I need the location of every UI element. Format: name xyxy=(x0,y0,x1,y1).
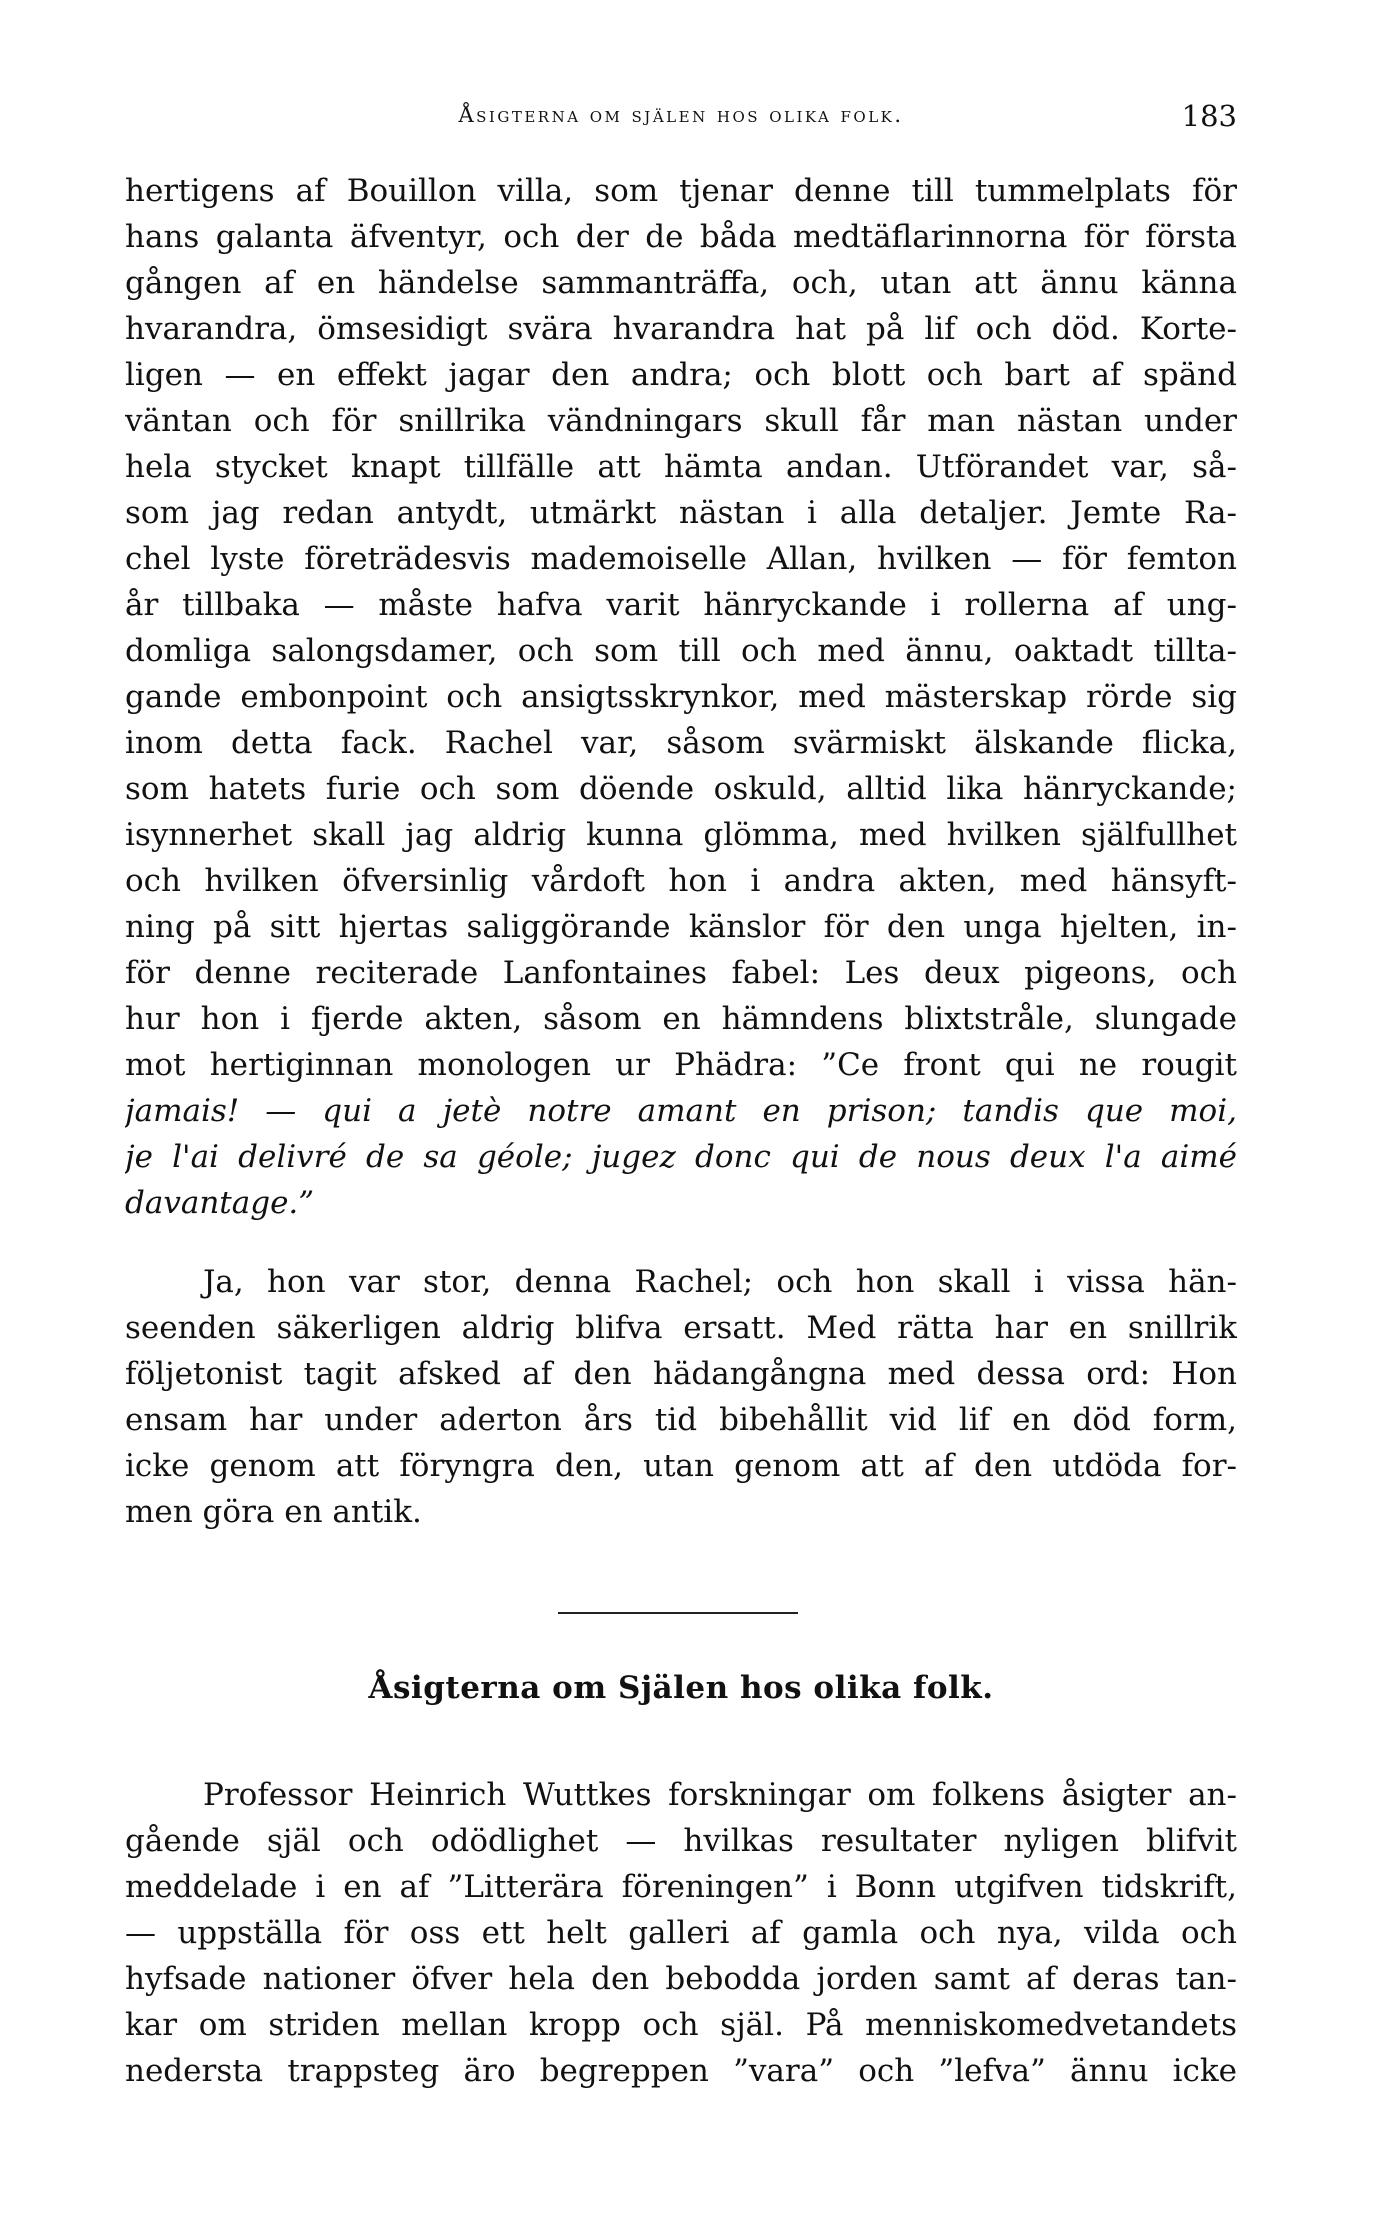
text-line-italic: je l'ai delivré de sa géole; jugez donc qui de nous deux l'a aimé xyxy=(125,1139,1237,1175)
text-line: — uppställa för oss ett helt galleri af gamla och nya, vilda och xyxy=(125,1915,1237,1951)
text-line: kar om striden mellan kropp och själ. På menniskomedvetandets xyxy=(125,2007,1237,2043)
text-line: för denne reciterade Lanfontaines fabel: Les deux pigeons, och xyxy=(125,955,1237,991)
text-line: och hvilken öfversinlig vårdoft hon i andra akten, med hänsyft- xyxy=(125,863,1237,899)
text-line-italic: jamais! — qui a jetè notre amant en prison; tandis que moi, xyxy=(125,1093,1237,1129)
running-head xyxy=(125,99,1237,143)
text-line: inom detta fack. Rachel var, såsom svärmiskt älskande flicka, xyxy=(125,725,1237,761)
text-line: som hatets furie och som döende oskuld, alltid lika hänryckande; xyxy=(125,771,1237,807)
text-line: Ja, hon var stor, denna Rachel; och hon skall i vissa hän- xyxy=(203,1264,1237,1300)
text-line: chel lyste företrädesvis mademoiselle Allan, hvilken — för femton xyxy=(125,541,1237,577)
text-line: hans galanta äfventyr, och der de båda medtäflarinnorna för första xyxy=(125,219,1237,255)
text-line: isynnerhet skall jag aldrig kunna glömma, med hvilken själfullhet xyxy=(125,817,1237,853)
text-line: mot hertiginnan monologen ur Phädra: ”Ce front qui ne rougit xyxy=(125,1047,1237,1083)
text-line: hyfsade nationer öfver hela den bebodda jorden samt af deras tan- xyxy=(125,1961,1237,1997)
paragraph-continued xyxy=(125,168,1237,1226)
page-number: 183 xyxy=(1181,99,1237,133)
text-line: hela stycket knapt tillfälle att hämta andan. Utförandet var, så- xyxy=(125,449,1237,485)
text-line: Professor Heinrich Wuttkes forskningar om folkens åsigter an- xyxy=(203,1777,1237,1813)
text-line: hertigens af Bouillon villa, som tjenar denne till tummelplats för xyxy=(125,173,1237,209)
text-line: som jag redan antydt, utmärkt nästan i alla detaljer. Jemte Ra- xyxy=(125,495,1237,531)
text-line: icke genom att föryngra den, utan genom att af den utdöda for- xyxy=(125,1448,1237,1484)
text-line: hvarandra, ömsesidigt svära hvarandra hat på lif och död. Korte- xyxy=(125,311,1237,347)
text-line: ensam har under aderton års tid bibehållit vid lif en död form, xyxy=(125,1402,1237,1438)
running-title: Åsigterna om själen hos olika folk. xyxy=(458,103,904,127)
text-line: väntan och för snillrika vändningars skull får man nästan under xyxy=(125,403,1237,439)
text-line: följetonist tagit afsked af den hädangångna med dessa ord: Hon xyxy=(125,1356,1237,1392)
paragraph xyxy=(125,1259,1237,1535)
text-line: ning på sitt hjertas saliggörande känslor för den unga hjelten, in- xyxy=(125,909,1237,945)
text-line: seenden säkerligen aldrig blifva ersatt. Med rätta har en snillrik xyxy=(125,1310,1237,1346)
text-line: gående själ och odödlighet — hvilkas resultater nyligen blifvit xyxy=(125,1823,1237,1859)
paragraph xyxy=(125,1772,1237,2094)
text-line: hur hon i fjerde akten, såsom en hämndens blixtstråle, slungade xyxy=(125,1001,1237,1037)
text-line: ligen — en effekt jagar den andra; och blott och bart af spänd xyxy=(125,357,1237,393)
text-line: meddelade i en af ”Litterära föreningen” i Bonn utgifven tidskrift, xyxy=(125,1869,1237,1905)
section-divider xyxy=(558,1612,798,1614)
section-heading: Åsigterna om Själen hos olika folk. xyxy=(368,1670,994,1706)
text-line: gången af en händelse sammanträffa, och, utan att ännu känna xyxy=(125,265,1237,301)
text-line-italic: davantage.” xyxy=(125,1185,315,1221)
text-line: domliga salongsdamer, och som till och med ännu, oaktadt tillta- xyxy=(125,633,1237,669)
text-line: nedersta trappsteg äro begreppen ”vara” och ”lefva” ännu icke xyxy=(125,2053,1237,2089)
text-line: men göra en antik. xyxy=(125,1494,422,1530)
text-line: gande embonpoint och ansigtsskrynkor, med mästerskap rörde sig xyxy=(125,679,1237,715)
text-line: år tillbaka — måste hafva varit hänryckande i rollerna af ung- xyxy=(125,587,1237,623)
